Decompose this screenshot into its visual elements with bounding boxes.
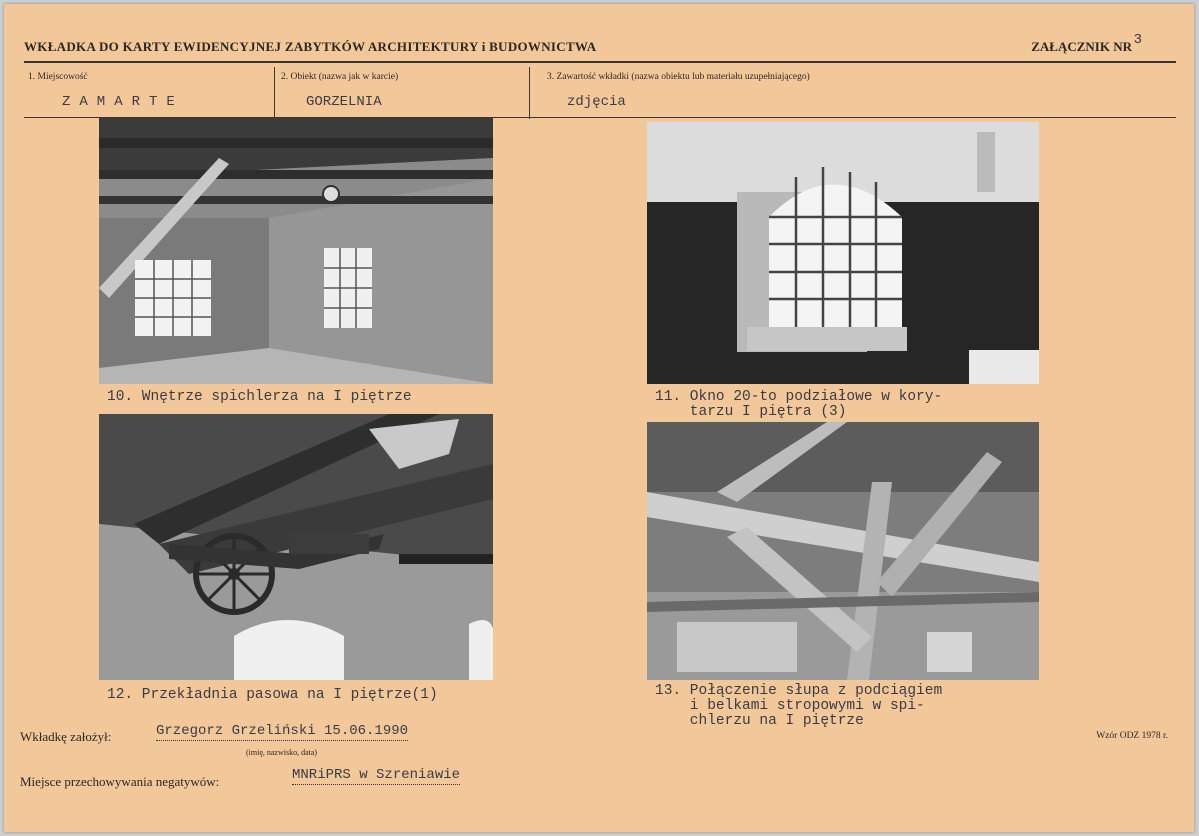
caption-photo-11: 11. Okno 20-to podziałowe w kory- tarzu I piętra (3): [655, 389, 943, 420]
object-value: GORZELNIA: [306, 94, 382, 110]
card-title: WKŁADKA DO KARTY EWIDENCYJNEJ ZABYTKÓW ARCHITEKTURY i BUDOWNICTWA: [24, 39, 597, 54]
author-hint: (imię, nazwisko, data): [246, 748, 318, 757]
object-label: 2. Obiekt (nazwa jak w karcie): [281, 72, 399, 82]
caption-photo-10: 10. Wnętrze spichlerza na I piętrze: [107, 389, 412, 405]
photo-20-pane-window: [647, 122, 1039, 384]
caption-photo-12: 12. Przekładnia pasowa na I piętrze(1): [107, 687, 438, 703]
annex-number: 3: [1133, 32, 1142, 48]
author-label: Wkładkę założył:: [20, 729, 112, 744]
contents-label: 3. Zawartość wkładki (nazwa obiektu lub materiału uzupełniającego): [547, 72, 810, 82]
caption-photo-13: 13. Połączenie słupa z podciągiem i belkami stropowymi w spi- chlerzu na I piętrze: [655, 683, 943, 729]
annex-label: [1031, 39, 1132, 55]
photo-granary-interior: [99, 118, 493, 384]
field-divider-2: [529, 67, 530, 119]
negatives-value: MNRiPRS w Szreniawie: [292, 767, 461, 783]
author-value: Grzegorz Grzeliński 15.06.1990: [156, 723, 409, 739]
contents-value: zdjęcia: [567, 94, 626, 110]
header-rule: [24, 61, 1176, 63]
locality-label: 1. Miejscowość: [28, 72, 88, 82]
field-divider-1: [274, 67, 275, 119]
photo-belt-transmission: [99, 414, 493, 680]
photo-post-beam-joint: [647, 422, 1039, 680]
annex-label-text: ZAŁĄCZNIK NR: [1031, 39, 1132, 54]
locality-value: ZAMARTE: [62, 94, 184, 110]
negatives-label: Miejsce przechowywania negatywów:: [20, 774, 220, 789]
form-code: Wzór ODZ 1978 r.: [1096, 731, 1168, 741]
inventory-card-insert: [4, 4, 1194, 832]
